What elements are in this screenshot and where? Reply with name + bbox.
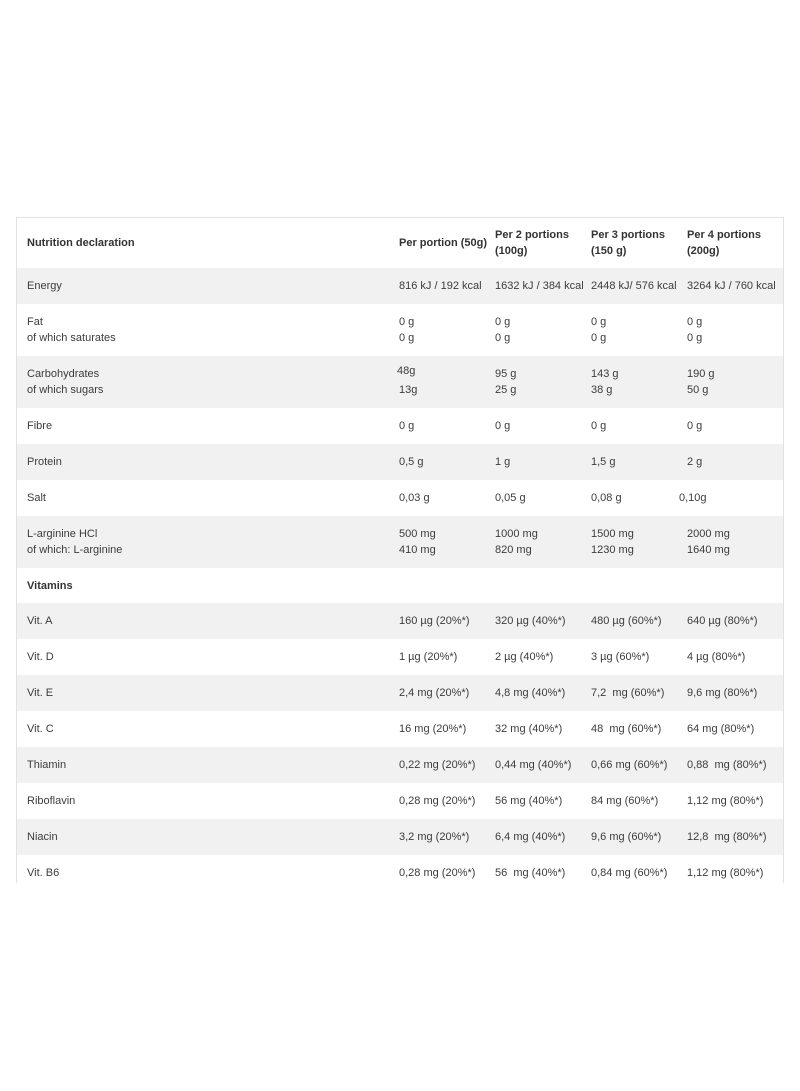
cell-sub: 0 g <box>591 332 607 344</box>
row-label: Protein <box>27 456 62 468</box>
cell-main: 95 g <box>495 368 517 380</box>
cell-value: 84 mg (60%*) <box>591 795 659 807</box>
cell-value <box>583 304 679 356</box>
row-label: Vit. D <box>27 651 54 663</box>
header-per-3-portions-line2: (150 g) <box>591 245 627 257</box>
cell-value <box>487 516 583 568</box>
cell-value: 2 g <box>687 456 703 468</box>
cell-value <box>679 516 783 568</box>
row-label-sub: of which saturates <box>27 332 116 344</box>
cell-main: 48g <box>397 365 416 377</box>
cell-sub: 0 g <box>495 332 511 344</box>
cell-main: 190 g <box>687 368 715 380</box>
row-label-sub: of which: L-arginine <box>27 544 123 556</box>
empty-cell <box>487 568 583 603</box>
cell-value: 2,4 mg (20%*) <box>399 687 470 699</box>
table-row-protein <box>17 444 783 480</box>
row-label: Vit. C <box>27 723 54 735</box>
cell-value: 816 kJ / 192 kcal <box>399 280 482 292</box>
cell-value: 1 µg (20%*) <box>399 651 458 663</box>
empty-cell <box>679 568 783 603</box>
cell-value: 4,8 mg (40%*) <box>495 687 566 699</box>
cell-sub: 1640 mg <box>687 544 730 556</box>
row-label: Energy <box>27 280 62 292</box>
cell-main: 0 g <box>687 316 703 328</box>
cell-value: 48 mg (60%*) <box>591 723 662 735</box>
header-per-4-portions <box>679 218 783 268</box>
cell-value <box>679 304 783 356</box>
cell-value <box>391 516 487 568</box>
row-label-main: Carbohydrates <box>27 368 100 380</box>
table-row-salt <box>17 480 783 516</box>
cell-value: 4 µg (80%*) <box>687 651 746 663</box>
cell-value: 32 mg (40%*) <box>495 723 563 735</box>
cell-value: 0,08 g <box>591 492 622 504</box>
cell-main: 0 g <box>495 316 511 328</box>
row-label: Vit. B6 <box>27 867 60 879</box>
table-row-vit-b6 <box>17 855 783 883</box>
cell-sub: 13g <box>399 384 418 396</box>
row-label: Niacin <box>27 831 58 843</box>
cell-sub: 1230 mg <box>591 544 634 556</box>
table-row-thiamin <box>17 747 783 783</box>
cell-sub: 0 g <box>399 332 415 344</box>
cell-value: 9,6 mg (60%*) <box>591 831 662 843</box>
cell-value: 1,5 g <box>591 456 616 468</box>
header-per-2-portions <box>487 218 583 268</box>
nutrition-table-card <box>16 217 784 883</box>
cell-value: 3264 kJ / 760 kcal <box>687 280 776 292</box>
table-row-vitamins-heading <box>17 568 783 603</box>
cell-main: 0 g <box>399 316 415 328</box>
cell-value: 0,84 mg (60%*) <box>591 867 668 879</box>
empty-cell <box>583 568 679 603</box>
cell-value <box>679 356 783 408</box>
row-label-sub: of which sugars <box>27 384 104 396</box>
row-label: Fibre <box>27 420 53 432</box>
row-label: Vit. E <box>27 687 54 699</box>
nutrition-table <box>17 218 783 883</box>
cell-main: 2000 mg <box>687 528 730 540</box>
row-label <box>17 304 391 356</box>
header-per-4-portions-line2: (200g) <box>687 245 720 257</box>
cell-value: 0,66 mg (60%*) <box>591 759 668 771</box>
table-row-fibre <box>17 408 783 444</box>
cell-value: 2448 kJ/ 576 kcal <box>591 280 677 292</box>
cell-value: 12,8 mg (80%*) <box>687 831 767 843</box>
header-per-portion: Per portion (50g) <box>399 237 488 249</box>
cell-main: 1500 mg <box>591 528 634 540</box>
table-row-l-arginine <box>17 516 783 568</box>
cell-main: 1000 mg <box>495 528 538 540</box>
cell-main: 500 mg <box>399 528 436 540</box>
cell-value: 2 µg (40%*) <box>495 651 554 663</box>
header-per-4-portions-line1: Per 4 portions <box>687 229 761 241</box>
cell-sub: 410 mg <box>399 544 436 556</box>
row-label: Vit. A <box>27 615 53 627</box>
cell-sub: 50 g <box>687 384 709 396</box>
table-row-fat <box>17 304 783 356</box>
cell-value: 1,12 mg (80%*) <box>687 795 764 807</box>
cell-value: 56 mg (40%*) <box>495 795 563 807</box>
cell-value: 160 µg (20%*) <box>399 615 470 627</box>
cell-sub: 0 g <box>687 332 703 344</box>
cell-value: 0 g <box>495 420 511 432</box>
cell-value: 0,5 g <box>399 456 424 468</box>
cell-value: 16 mg (20%*) <box>399 723 467 735</box>
cell-value: 0,28 mg (20%*) <box>399 867 476 879</box>
cell-value <box>391 356 487 408</box>
cell-main: 143 g <box>591 368 619 380</box>
cell-value <box>391 304 487 356</box>
row-label: Salt <box>27 492 46 504</box>
cell-value: 0,05 g <box>495 492 526 504</box>
cell-value: 1 g <box>495 456 511 468</box>
header-per-3-portions <box>583 218 679 268</box>
cell-value: 0,44 mg (40%*) <box>495 759 572 771</box>
table-row-vit-a <box>17 603 783 639</box>
cell-value: 7,2 mg (60%*) <box>591 687 665 699</box>
cell-sub: 38 g <box>591 384 613 396</box>
table-row-vit-d <box>17 639 783 675</box>
cell-value: 0,03 g <box>399 492 430 504</box>
cell-value: 6,4 mg (40%*) <box>495 831 566 843</box>
table-row-riboflavin <box>17 783 783 819</box>
cell-value: 0 g <box>399 420 415 432</box>
cell-value: 9,6 mg (80%*) <box>687 687 758 699</box>
row-label: Thiamin <box>27 759 67 771</box>
cell-value: 0 g <box>591 420 607 432</box>
row-label-main: L-arginine HCl <box>27 528 98 540</box>
cell-value <box>583 356 679 408</box>
cell-value: 1632 kJ / 384 kcal <box>495 280 584 292</box>
cell-value <box>487 304 583 356</box>
cell-value: 0,10g <box>679 492 707 504</box>
table-row-vit-c <box>17 711 783 747</box>
cell-value: 0,28 mg (20%*) <box>399 795 476 807</box>
cell-sub: 25 g <box>495 384 517 396</box>
cell-value: 0 g <box>687 420 703 432</box>
header-per-2-portions-line1: Per 2 portions <box>495 229 569 241</box>
section-heading-vitamins: Vitamins <box>27 579 73 592</box>
row-label: Riboflavin <box>27 795 76 807</box>
row-label <box>17 516 391 568</box>
cell-sub: 820 mg <box>495 544 532 556</box>
header-per-3-portions-line1: Per 3 portions <box>591 229 665 241</box>
row-label-main: Fat <box>27 316 43 328</box>
cell-value: 3 µg (60%*) <box>591 651 650 663</box>
cell-value: 0,22 mg (20%*) <box>399 759 476 771</box>
header-label: Nutrition declaration <box>27 237 135 249</box>
table-row-vit-e <box>17 675 783 711</box>
cell-value: 1,12 mg (80%*) <box>687 867 764 879</box>
table-row-carbohydrates <box>17 356 783 408</box>
header-per-2-portions-line2: (100g) <box>495 245 528 257</box>
table-header-row <box>17 218 783 268</box>
cell-main: 0 g <box>591 316 607 328</box>
table-row-niacin <box>17 819 783 855</box>
cell-value: 56 mg (40%*) <box>495 867 566 879</box>
cell-value: 320 µg (40%*) <box>495 615 566 627</box>
row-label <box>17 356 391 408</box>
cell-value: 3,2 mg (20%*) <box>399 831 470 843</box>
table-row-energy <box>17 268 783 304</box>
cell-value <box>487 356 583 408</box>
cell-value: 64 mg (80%*) <box>687 723 755 735</box>
cell-value: 480 µg (60%*) <box>591 615 662 627</box>
cell-value: 640 µg (80%*) <box>687 615 758 627</box>
cell-value <box>583 516 679 568</box>
cell-value: 0,88 mg (80%*) <box>687 759 767 771</box>
empty-cell <box>391 568 487 603</box>
